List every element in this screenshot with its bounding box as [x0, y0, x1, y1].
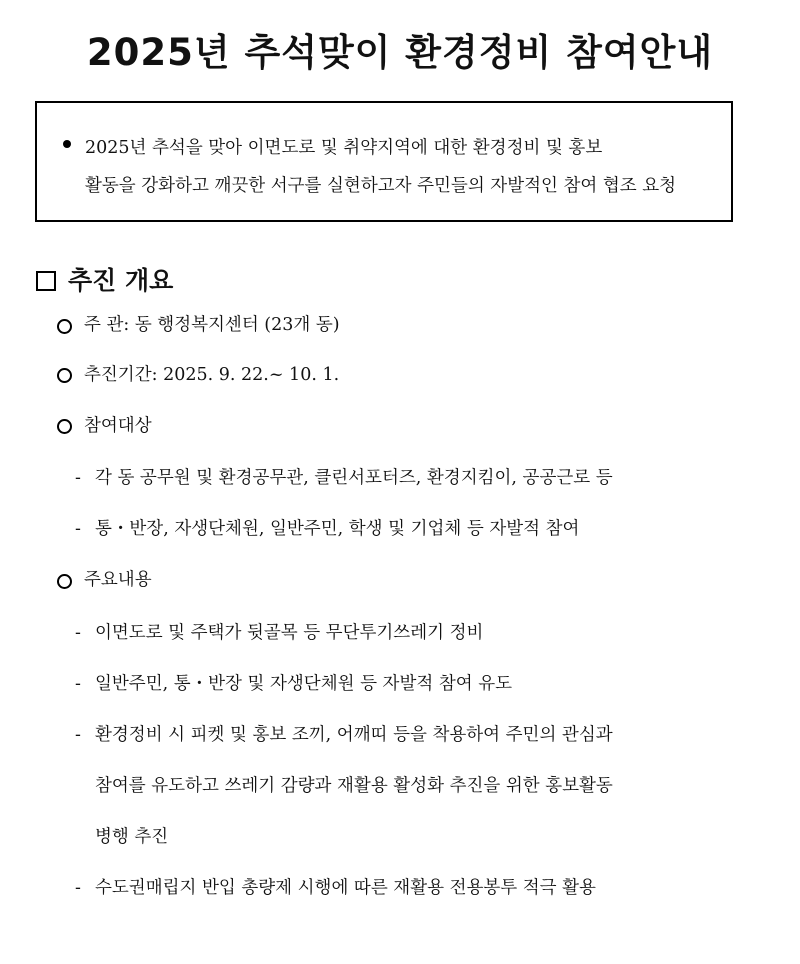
dash-marker: - [75, 519, 81, 539]
section-heading [36, 261, 173, 297]
bullet-icon [63, 140, 71, 148]
content-sub-item-3 [75, 721, 613, 746]
summary-line-1: 2025년 추석을 맞아 이면도로 및 취약지역에 대한 환경정비 및 홍보 [85, 138, 603, 158]
square-bullet-icon [36, 271, 56, 291]
item-period: 추진기간: 2025. 9. 22.~ 10. 1. [84, 365, 340, 385]
circle-bullet-icon [57, 319, 72, 334]
target-sub-item-2-text: 통・반장, 자생단체원, 일반주민, 학생 및 기업체 등 자발적 참여 [95, 519, 580, 539]
dash-marker: - [75, 468, 81, 488]
circle-bullet-icon [57, 574, 72, 589]
summary-box [35, 101, 733, 222]
content-sub-item-4 [75, 874, 596, 899]
dash-marker: - [75, 674, 81, 694]
target-sub-item-1 [75, 464, 613, 489]
summary-line-2: 활동을 강화하고 깨끗한 서구를 실현하고자 주민들의 자발적인 참여 협조 요청 [85, 176, 677, 196]
item-target: 참여대상 [84, 416, 152, 436]
content-sub-item-1 [75, 619, 483, 644]
target-sub-item-2 [75, 515, 579, 540]
content-sub-item-3-line-2: 참여를 유도하고 쓰레기 감량과 재활용 활성화 추진을 위한 홍보활동 [95, 776, 613, 796]
content-sub-item-3-line-3: 병행 추진 [95, 827, 169, 847]
content-sub-item-2-text: 일반주민, 통・반장 및 자생단체원 등 자발적 참여 유도 [95, 674, 513, 694]
section-heading-text: 추진 개요 [68, 266, 174, 295]
item-host: 주 관: 동 행정복지센터 (23개 동) [84, 315, 340, 335]
dash-marker: - [75, 623, 81, 643]
circle-bullet-icon [57, 419, 72, 434]
target-sub-item-1-text: 각 동 공무원 및 환경공무관, 클린서포터즈, 환경지킴이, 공공근로 등 [95, 468, 613, 488]
item-content: 주요내용 [84, 570, 152, 590]
content-sub-item-1-text: 이면도로 및 주택가 뒷골목 등 무단투기쓰레기 정비 [95, 623, 484, 643]
content-sub-item-2 [75, 670, 512, 695]
content-sub-item-4-text: 수도권매립지 반입 총량제 시행에 따른 재활용 전용봉투 적극 활용 [95, 878, 596, 898]
document-title: 2025년 추석맞이 환경정비 참여안내 [86, 31, 714, 74]
circle-bullet-icon [57, 368, 72, 383]
content-sub-item-3-line-1: 환경정비 시 피켓 및 홍보 조끼, 어깨띠 등을 착용하여 주민의 관심과 [95, 725, 613, 745]
dash-marker: - [75, 878, 81, 898]
dash-marker: - [75, 725, 81, 745]
